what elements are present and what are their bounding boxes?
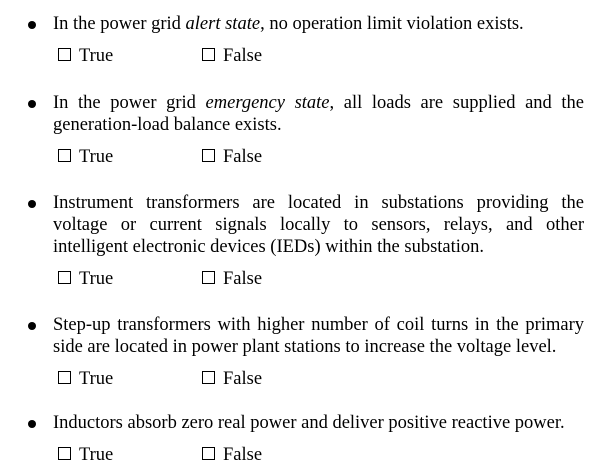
false-option[interactable]: False [202, 368, 262, 390]
true-option[interactable]: True [58, 146, 113, 168]
checkbox-icon[interactable] [58, 48, 71, 61]
question-2 [28, 92, 584, 168]
question-text: In the power grid emergency state, all loads are supplied and the generation-load balance exists. [53, 93, 584, 135]
checkbox-icon[interactable] [58, 371, 71, 384]
answer-options [58, 45, 584, 67]
false-option[interactable]: False [202, 45, 262, 67]
question-3 [28, 192, 584, 290]
answer-options [58, 268, 584, 290]
question-1 [28, 13, 584, 67]
checkbox-icon[interactable] [202, 371, 215, 384]
answer-options [58, 368, 584, 390]
question-4 [28, 314, 584, 390]
true-option[interactable]: True [58, 368, 113, 390]
bullet-icon [28, 420, 36, 428]
bullet-icon [28, 322, 36, 330]
bullet-icon [28, 200, 36, 208]
false-option[interactable]: False [202, 146, 262, 168]
question-5 [28, 412, 584, 466]
question-text: Inductors absorb zero real power and deliver positive reactive power. [53, 413, 565, 433]
checkbox-icon[interactable] [202, 48, 215, 61]
checkbox-icon[interactable] [58, 447, 71, 460]
bullet-icon [28, 100, 36, 108]
question-text: Step-up transformers with higher number of coil turns in the primary side are located in power plant stations to increase the voltage level. [53, 315, 584, 357]
true-option[interactable]: True [58, 45, 113, 67]
checkbox-icon[interactable] [202, 447, 215, 460]
question-text: Instrument transformers are located in substations providing the voltage or current signals locally to sensors, relays, and other intelligent electronic devices (IEDs) within the substation. [53, 193, 584, 257]
answer-options [58, 444, 584, 466]
checkbox-icon[interactable] [58, 271, 71, 284]
bullet-icon [28, 21, 36, 29]
checkbox-icon[interactable] [58, 149, 71, 162]
answer-options [58, 146, 584, 168]
question-text: In the power grid alert state, no operation limit violation exists. [53, 14, 524, 34]
true-option[interactable]: True [58, 268, 113, 290]
checkbox-icon[interactable] [202, 149, 215, 162]
false-option[interactable]: False [202, 444, 262, 466]
false-option[interactable]: False [202, 268, 262, 290]
checkbox-icon[interactable] [202, 271, 215, 284]
true-option[interactable]: True [58, 444, 113, 466]
